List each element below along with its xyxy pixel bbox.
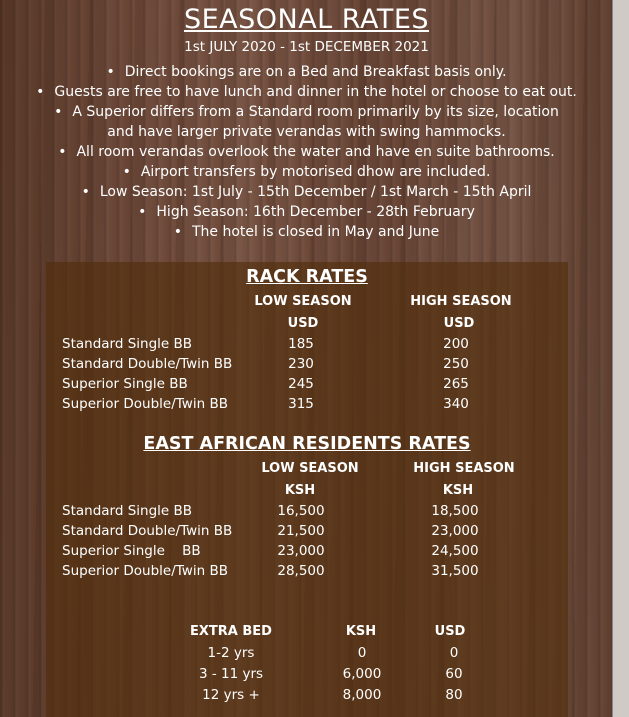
residents-high-season-header: HIGH SEASON (413, 461, 515, 476)
table-row: Standard Single BB (62, 336, 193, 352)
list-item: • Airport transfers by motorised dhow are included. (122, 164, 491, 180)
rack-low-value: 230 (288, 356, 314, 372)
bullet-icon: • (138, 204, 147, 220)
list-item: • High Season: 16th December - 28th February (138, 204, 475, 220)
rack-low-value: 315 (288, 396, 314, 412)
table-row: Superior Double/Twin BB (62, 396, 228, 412)
residents-low-currency: KSH (284, 483, 316, 498)
table-row: Standard Single BB (62, 503, 193, 519)
bullet-icon: • (54, 104, 63, 120)
table-row: Superior Single BB (62, 376, 188, 392)
residents-low-value: 21,500 (277, 523, 325, 539)
notes-list (0, 62, 613, 242)
rack-high-value: 340 (443, 396, 469, 412)
rack-rates-title: RACK RATES (246, 267, 368, 287)
residents-low-value: 23,000 (277, 543, 325, 559)
table-row: Standard Double/Twin BB (62, 356, 233, 372)
rack-low-currency: USD (287, 316, 319, 331)
rack-high-value: 250 (443, 356, 469, 372)
list-item: • Guests are free to have lunch and dinner in the hotel or choose to eat out. (36, 84, 577, 100)
extra-bed-usd-value: 80 (445, 687, 463, 703)
extra-bed-ksh-header: KSH (345, 624, 377, 639)
residents-high-value: 23,000 (431, 523, 479, 539)
residents-high-value: 31,500 (431, 563, 479, 579)
list-item: • A Superior differs from a Standard room primarily by its size, location and have larger private verandas with swing hammocks. (54, 104, 559, 140)
bullet-icon: • (36, 84, 45, 100)
rack-high-currency: USD (443, 316, 475, 331)
extra-bed-age: 1-2 yrs (207, 645, 255, 661)
extra-bed-usd-value: 60 (445, 666, 463, 682)
residents-rates-title: EAST AFRICAN RESIDENTS RATES (143, 434, 471, 454)
residents-low-season-header: LOW SEASON (261, 461, 359, 476)
table-row: Superior Double/Twin BB (62, 563, 228, 579)
bullet-icon: • (122, 164, 131, 180)
rack-low-value: 245 (288, 376, 314, 392)
extra-bed-ksh-value: 8,000 (342, 687, 382, 703)
extra-bed-age: 12 yrs + (202, 687, 260, 703)
header (0, 0, 613, 242)
residents-low-value: 16,500 (277, 503, 325, 519)
bullet-icon: • (81, 184, 90, 200)
list-item: • Low Season: 1st July - 15th December / 1st March - 15th April (81, 184, 532, 200)
table-row: Superior Single BB (62, 543, 201, 559)
validity-dates: 1st JULY 2020 - 1st DECEMBER 2021 (184, 39, 429, 55)
extra-bed-ksh-value: 0 (357, 645, 367, 661)
residents-high-value: 18,500 (431, 503, 479, 519)
rates-panel (46, 262, 568, 717)
rack-low-season-header: LOW SEASON (254, 294, 352, 309)
table-row: Standard Double/Twin BB (62, 523, 233, 539)
rack-high-value: 265 (443, 376, 469, 392)
residents-low-value: 28,500 (277, 563, 325, 579)
extra-bed-usd-header: USD (434, 624, 466, 639)
rack-high-value: 200 (443, 336, 469, 352)
extra-bed-age: 3 - 11 yrs (198, 666, 264, 682)
page-title: SEASONAL RATES (183, 4, 430, 35)
list-item: • All room verandas overlook the water and have en suite bathrooms. (58, 144, 555, 160)
rack-high-season-header: HIGH SEASON (410, 294, 512, 309)
extra-bed-usd-value: 0 (449, 645, 459, 661)
bullet-icon: • (173, 224, 182, 240)
bullet-icon: • (106, 64, 115, 80)
list-item: • The hotel is closed in May and June (173, 224, 440, 240)
residents-high-currency: KSH (442, 483, 474, 498)
bullet-icon: • (58, 144, 67, 160)
page-edge (612, 0, 629, 717)
list-item: • Direct bookings are on a Bed and Breakfast basis only. (106, 64, 507, 80)
residents-high-value: 24,500 (431, 543, 479, 559)
rack-low-value: 185 (288, 336, 314, 352)
extra-bed-ksh-value: 6,000 (342, 666, 382, 682)
extra-bed-header: EXTRA BED (190, 624, 272, 639)
